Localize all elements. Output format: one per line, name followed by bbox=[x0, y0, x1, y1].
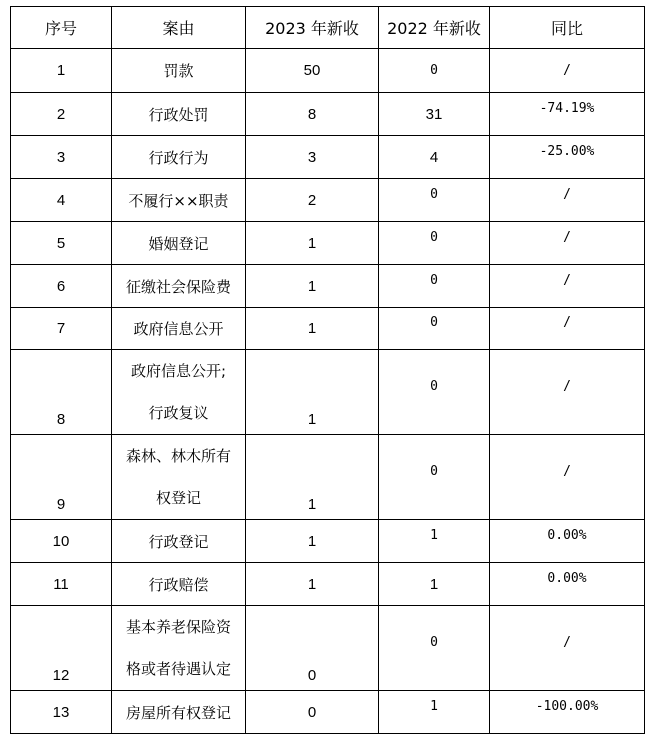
row-cause: 征缴社会保险费 bbox=[112, 265, 246, 308]
table-row bbox=[11, 136, 645, 179]
row-no: 10 bbox=[11, 520, 112, 563]
y2022-value: 0 bbox=[430, 229, 438, 245]
table-row bbox=[11, 222, 645, 265]
row-no: 12 bbox=[11, 606, 112, 691]
row-2022: 31 bbox=[379, 93, 490, 136]
row-yoy bbox=[490, 606, 645, 691]
row-2023: 1 bbox=[246, 563, 379, 606]
row-2023: 0 bbox=[246, 606, 379, 691]
row-yoy bbox=[490, 308, 645, 350]
row-2022 bbox=[379, 691, 490, 734]
yoy-value: / bbox=[563, 186, 571, 202]
row-cause: 行政赔偿 bbox=[112, 563, 246, 606]
row-2022 bbox=[379, 179, 490, 222]
row-2022: 4 bbox=[379, 136, 490, 179]
table-row bbox=[11, 179, 645, 222]
row-cause: 行政行为 bbox=[112, 136, 246, 179]
row-no: 2 bbox=[11, 93, 112, 136]
row-no: 1 bbox=[11, 49, 112, 93]
row-no: 6 bbox=[11, 265, 112, 308]
table-row bbox=[11, 350, 645, 435]
row-2022 bbox=[379, 606, 490, 691]
yoy-value: -74.19% bbox=[539, 100, 595, 116]
row-2023: 8 bbox=[246, 93, 379, 136]
row-2022 bbox=[379, 350, 490, 435]
row-2023: 1 bbox=[246, 350, 379, 435]
row-no: 11 bbox=[11, 563, 112, 606]
yoy-value: 0.00% bbox=[547, 570, 587, 586]
cause-line: 权登记 bbox=[155, 489, 201, 507]
yoy-value: / bbox=[563, 272, 571, 288]
row-yoy bbox=[490, 179, 645, 222]
row-yoy bbox=[490, 435, 645, 520]
row-2022 bbox=[379, 308, 490, 350]
yoy-value: -25.00% bbox=[539, 143, 595, 159]
header-cause: 案由 bbox=[112, 7, 246, 49]
table-row bbox=[11, 606, 645, 691]
row-cause bbox=[112, 435, 246, 520]
table-row bbox=[11, 691, 645, 734]
y2022-value: 0 bbox=[430, 272, 438, 288]
yoy-value: / bbox=[563, 315, 571, 330]
table-row bbox=[11, 49, 645, 93]
table-row bbox=[11, 308, 645, 350]
row-yoy bbox=[490, 136, 645, 179]
table-row bbox=[11, 265, 645, 308]
row-2022 bbox=[379, 435, 490, 520]
header-row bbox=[11, 7, 645, 49]
row-yoy bbox=[490, 520, 645, 563]
y2022-value: 1 bbox=[430, 698, 438, 714]
row-yoy: / bbox=[490, 49, 645, 93]
row-no: 5 bbox=[11, 222, 112, 265]
row-2022: 0 bbox=[379, 49, 490, 93]
header-2022: 2022 年新收 bbox=[379, 7, 490, 49]
cause-line: 格或者待遇认定 bbox=[125, 660, 231, 678]
row-cause: 婚姻登记 bbox=[112, 222, 246, 265]
yoy-value: -100.00% bbox=[535, 698, 599, 714]
row-no: 3 bbox=[11, 136, 112, 179]
row-yoy bbox=[490, 691, 645, 734]
table-row bbox=[11, 93, 645, 136]
row-no: 4 bbox=[11, 179, 112, 222]
y2022-value: 0 bbox=[430, 634, 438, 650]
yoy-value: / bbox=[563, 229, 571, 245]
row-2023: 1 bbox=[246, 520, 379, 563]
row-2023: 0 bbox=[246, 691, 379, 734]
table-row bbox=[11, 435, 645, 520]
row-no: 9 bbox=[11, 435, 112, 520]
row-2022 bbox=[379, 222, 490, 265]
table-row bbox=[11, 520, 645, 563]
row-yoy bbox=[490, 93, 645, 136]
row-2023: 3 bbox=[246, 136, 379, 179]
cause-line: 政府信息公开; bbox=[130, 362, 227, 380]
y2022-value: 0 bbox=[430, 315, 438, 330]
row-yoy bbox=[490, 265, 645, 308]
row-cause: 行政登记 bbox=[112, 520, 246, 563]
row-2022 bbox=[379, 520, 490, 563]
row-cause: 不履行××职责 bbox=[112, 179, 246, 222]
row-cause bbox=[112, 606, 246, 691]
row-2023: 1 bbox=[246, 435, 379, 520]
row-2023: 2 bbox=[246, 179, 379, 222]
row-no: 7 bbox=[11, 308, 112, 350]
row-cause: 政府信息公开 bbox=[112, 308, 246, 350]
header-2023: 2023 年新收 bbox=[246, 7, 379, 49]
row-yoy bbox=[490, 222, 645, 265]
row-cause: 房屋所有权登记 bbox=[112, 691, 246, 734]
cause-line: 森林、林木所有 bbox=[125, 447, 231, 465]
yoy-value: / bbox=[563, 378, 571, 394]
row-2022 bbox=[379, 265, 490, 308]
y2022-value: 0 bbox=[430, 378, 438, 394]
row-cause: 行政处罚 bbox=[112, 93, 246, 136]
yoy-value: / bbox=[563, 634, 571, 650]
case-table bbox=[10, 6, 645, 734]
row-2023: 1 bbox=[246, 265, 379, 308]
y2022-value: 0 bbox=[430, 186, 438, 202]
cause-line: 行政复议 bbox=[148, 404, 209, 422]
row-2023: 1 bbox=[246, 222, 379, 265]
row-2022: 1 bbox=[379, 563, 490, 606]
row-no: 8 bbox=[11, 350, 112, 435]
row-2023: 50 bbox=[246, 49, 379, 93]
cause-line: 基本养老保险资 bbox=[125, 618, 231, 636]
header-yoy: 同比 bbox=[490, 7, 645, 49]
table-row bbox=[11, 563, 645, 606]
y2022-value: 1 bbox=[430, 527, 438, 543]
row-yoy bbox=[490, 563, 645, 606]
row-yoy bbox=[490, 350, 645, 435]
row-cause bbox=[112, 350, 246, 435]
header-no: 序号 bbox=[11, 7, 112, 49]
row-2023: 1 bbox=[246, 308, 379, 350]
yoy-value: / bbox=[563, 463, 571, 479]
y2022-value: 0 bbox=[430, 463, 438, 479]
row-cause: 罚款 bbox=[112, 49, 246, 93]
row-no: 13 bbox=[11, 691, 112, 734]
yoy-value: 0.00% bbox=[547, 527, 587, 543]
